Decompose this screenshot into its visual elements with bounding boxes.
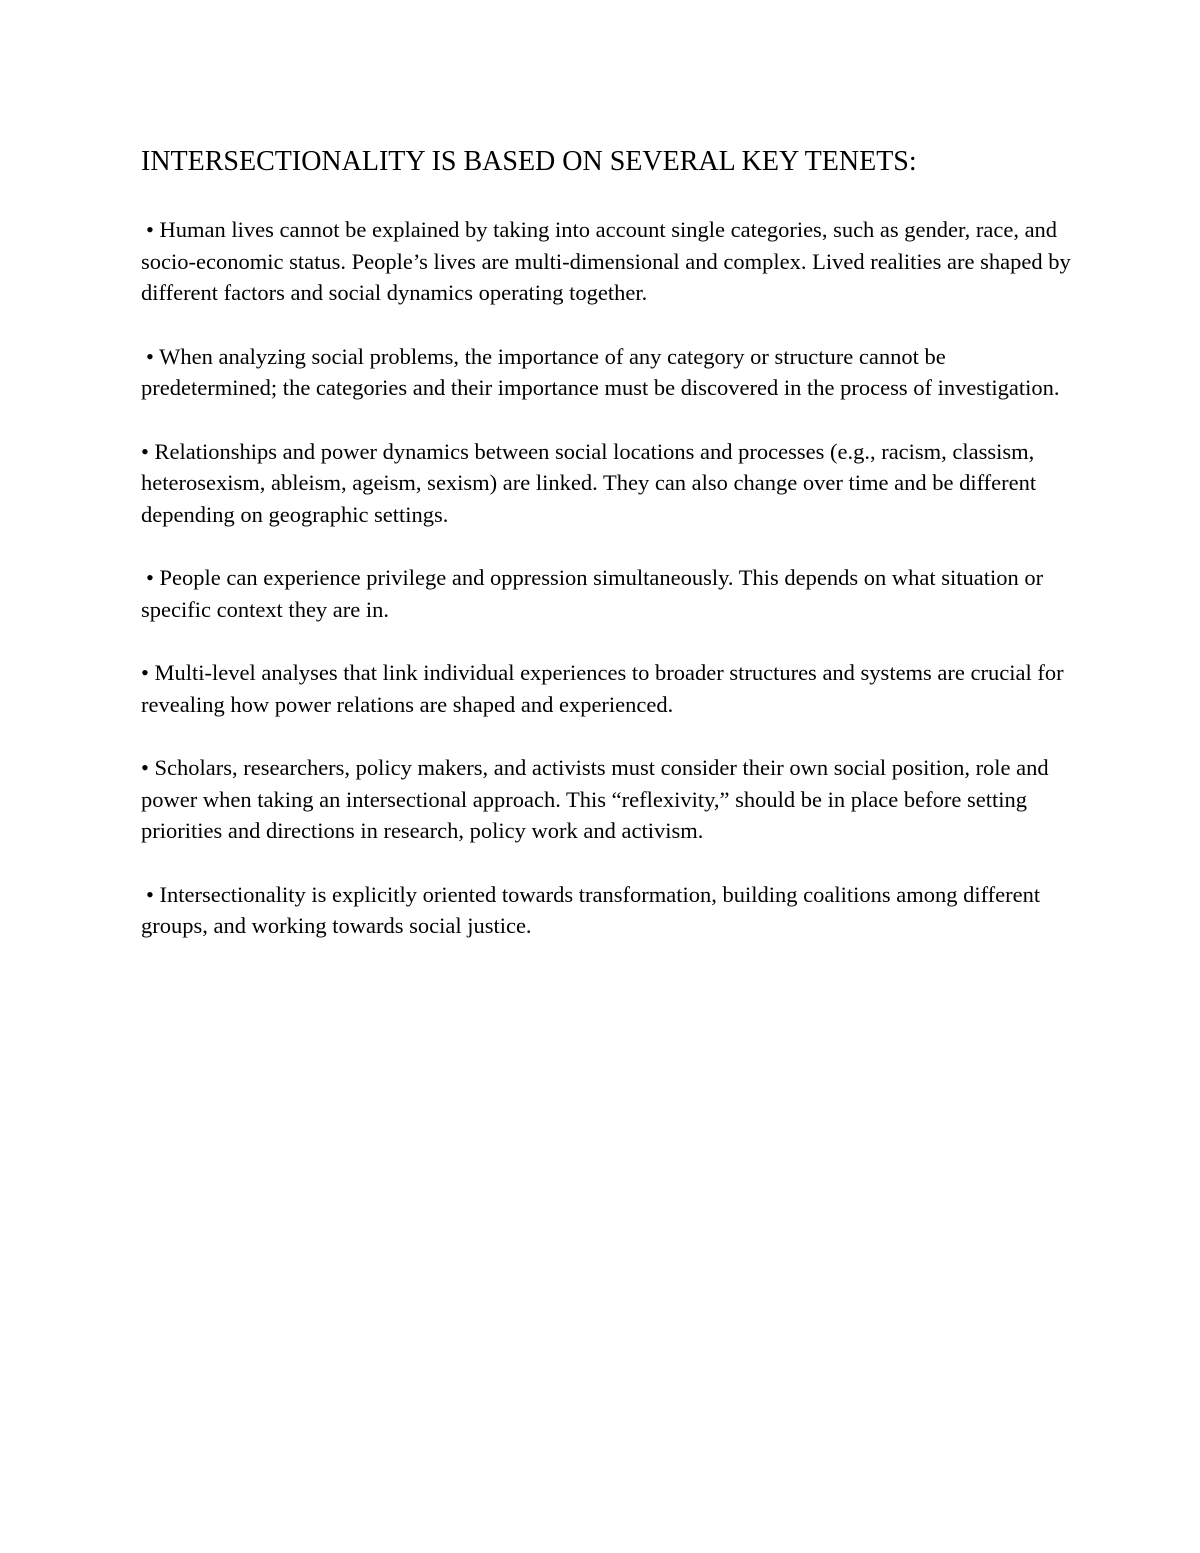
document-heading: INTERSECTIONALITY IS BASED ON SEVERAL KEY TENETS: [141,146,917,177]
bullet-icon: • [141,660,149,685]
tenet-item [141,657,1071,720]
tenet-list [141,214,1071,942]
bullet-icon: • [146,343,154,369]
tenet-item [141,879,1071,942]
tenet-item [141,341,1071,404]
tenet-text: Intersectionality is explicitly oriented towards transformation, building coalitions among different groups, and working towards social justice. [141,881,1041,938]
bullet-icon: • [141,438,149,464]
tenet-item [141,562,1071,625]
tenet-text: Multi-level analyses that link individual experiences to broader structures and systems are crucial for revealing how power relations are shaped and experienced. [141,660,1064,717]
tenet-text: Scholars, researchers, policy makers, and activists must consider their own social position, role and power when taking an intersectional approach. This “reflexivity,” should be in place before setting priorities and directions in research, policy work and activism. [141,755,1049,843]
bullet-icon: • [146,565,154,590]
bullet-icon: • [141,755,149,780]
bullet-icon: • [146,881,154,907]
tenet-text: People can experience privilege and oppression simultaneously. This depends on what situation or specific context they are in. [141,565,1044,622]
tenet-item [141,214,1071,309]
tenet-text: When analyzing social problems, the importance of any category or structure cannot be predetermined; the categories and their importance must be discovered in the process of investigation. [141,343,1060,400]
document-content [141,142,1071,974]
tenet-text: Human lives cannot be explained by taking into account single categories, such as gender, race, and socio-economic status. People’s lives are multi-dimensional and complex. Lived realities are shaped by different factors and social dynamics operating together. [141,217,1071,305]
bullet-icon: • [146,217,154,242]
tenet-item [141,436,1071,531]
tenet-text: Relationships and power dynamics between social locations and processes (e.g., racism, classism, heterosexism, ableism, ageism, sexism) are linked. They can also change over time and be different depending on geographic settings. [141,438,1037,527]
tenet-item [141,752,1071,847]
